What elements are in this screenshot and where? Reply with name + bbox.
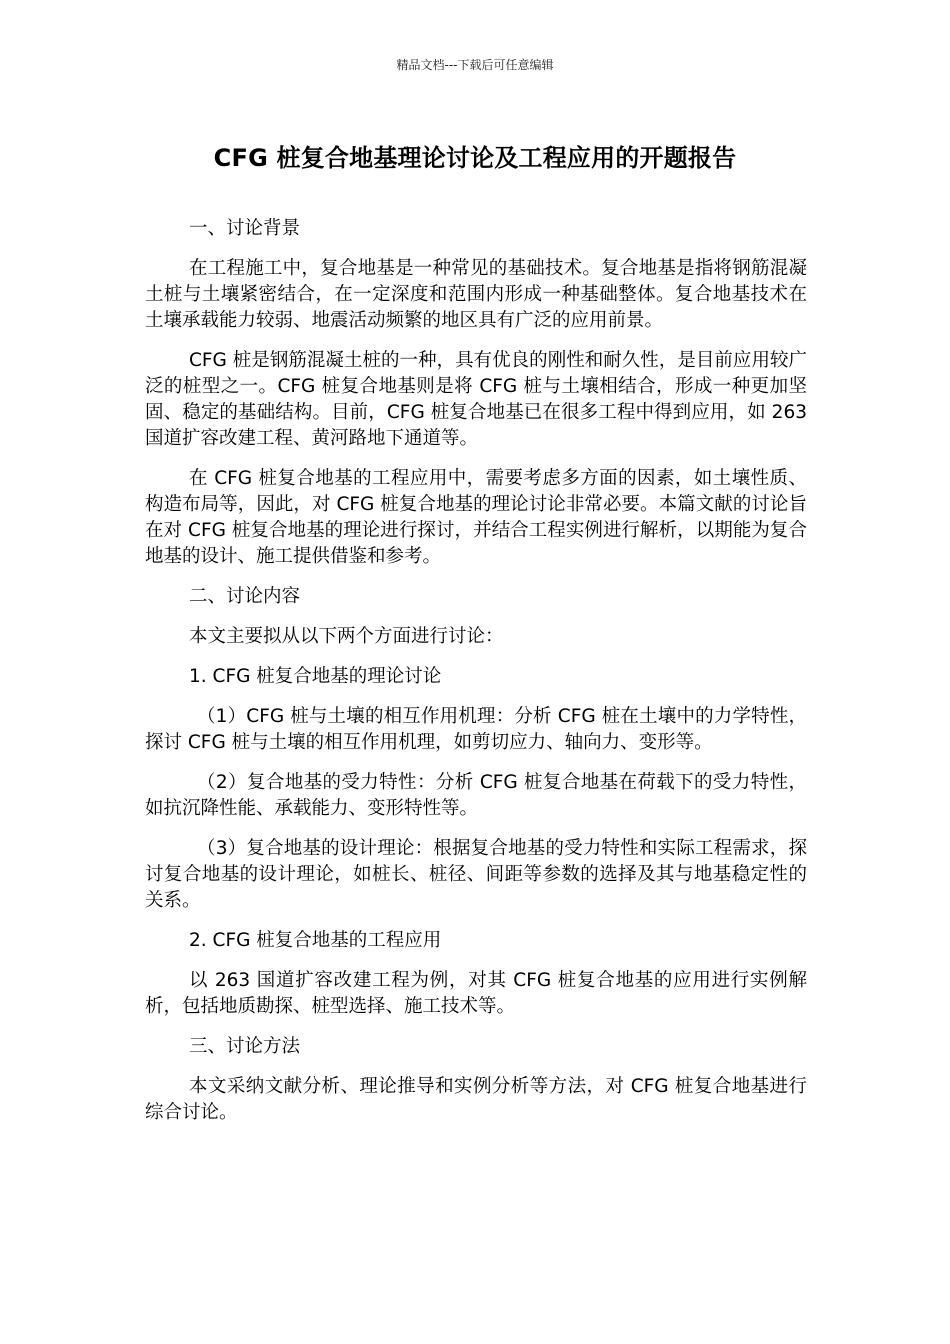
- subheading-theory: 1. CFG 桩复合地基的理论讨论: [189, 666, 442, 687]
- document-title: CFG 桩复合地基理论讨论及工程应用的开题报告: [213, 144, 737, 172]
- section-heading-background: 一、讨论背景: [189, 218, 301, 239]
- paragraph: 以 263 国道扩容改建工程为例，对其 CFG 桩复合地基的应用进行实例解析，包括地质勘探、桩型选择、施工技术等。: [145, 970, 807, 1017]
- section-heading-content: 二、讨论内容: [189, 586, 301, 607]
- list-item: （3）复合地基的设计理论：根据复合地基的受力特性和实际工程需求，探讨复合地基的设计理论，如桩长、桩径、间距等参数的选择及其与地基稳定性的关系。: [145, 838, 807, 911]
- section-heading-method: 三、讨论方法: [189, 1036, 301, 1057]
- paragraph: 本文采纳文献分析、理论推导和实例分析等方法，对 CFG 桩复合地基进行综合讨论。: [145, 1076, 807, 1123]
- subheading-application: 2. CFG 桩复合地基的工程应用: [189, 930, 442, 951]
- paragraph: CFG 桩是钢筋混凝土桩的一种，具有优良的刚性和耐久性，是目前应用较广泛的桩型之一。CFG 桩复合地基则是将 CFG 桩与土壤相结合，形成一种更加坚固、稳定的基础结构。目前，CFG 桩复合地基已在很多工程中得到应用，如 263 国道扩容改建工程、黄河路地下通道等。: [145, 350, 807, 449]
- page-header: 精品文档---下载后可任意编辑: [396, 58, 554, 72]
- paragraph: 在 CFG 桩复合地基的工程应用中，需要考虑多方面的因素，如土壤性质、构造布局等，因此，对 CFG 桩复合地基的理论讨论非常必要。本篇文献的讨论旨在对 CFG 桩复合地基的理论进行探讨，并结合工程实例进行解析，以期能为复合地基的设计、施工提供借鉴和参考。: [145, 468, 807, 567]
- paragraph: 本文主要拟从以下两个方面进行讨论：: [189, 626, 504, 647]
- list-item: （2）复合地基的受力特性：分析 CFG 桩复合地基在荷载下的受力特性，如抗沉降性能、承载能力、变形特性等。: [145, 772, 807, 819]
- paragraph: 在工程施工中，复合地基是一种常见的基础技术。复合地基是指将钢筋混凝土桩与土壤紧密结合，在一定深度和范围内形成一种基础整体。复合地基技术在土壤承载能力较弱、地震活动频繁的地区具有广泛的应用前景。: [145, 258, 807, 331]
- list-item: （1）CFG 桩与土壤的相互作用机理：分析 CFG 桩在土壤中的力学特性，探讨 CFG 桩与土壤的相互作用机理，如剪切应力、轴向力、变形等。: [145, 706, 807, 753]
- document-body: [145, 216, 807, 1140]
